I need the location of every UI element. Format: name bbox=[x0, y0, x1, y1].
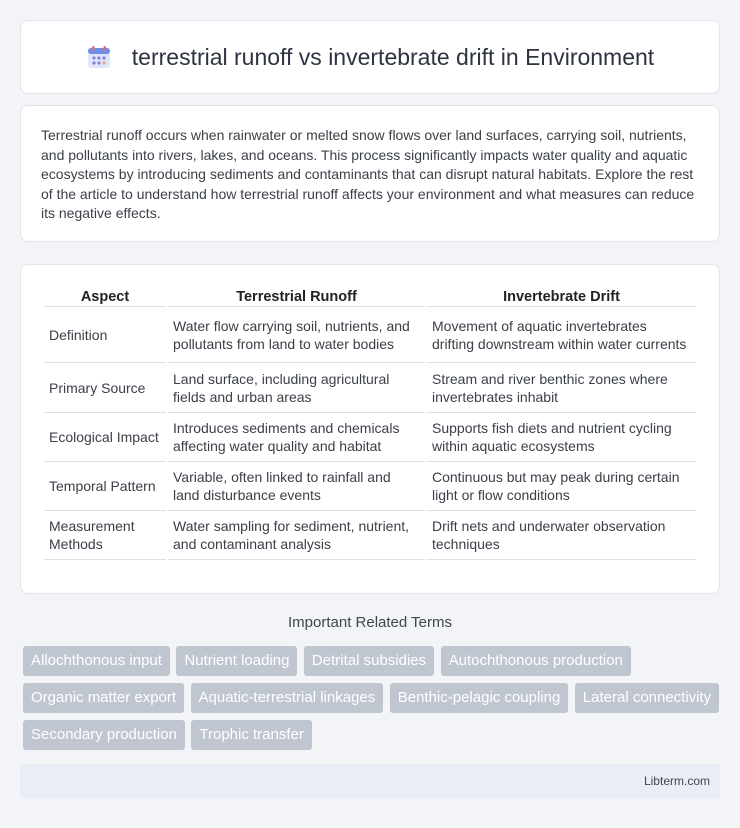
table-cell-drift: Drift nets and underwater observation techniques bbox=[427, 511, 696, 560]
related-term-tag[interactable]: Aquatic-terrestrial linkages bbox=[191, 683, 384, 713]
comparison-card bbox=[20, 264, 720, 594]
title-card bbox=[20, 20, 720, 94]
table-cell-runoff: Water flow carrying soil, nutrients, and pollutants from land to water bodies bbox=[168, 307, 425, 363]
table-cell-aspect: Primary Source bbox=[44, 363, 166, 413]
footer-brand-link[interactable]: Libterm.com bbox=[643, 774, 710, 788]
table-cell-runoff: Land surface, including agricultural fields and urban areas bbox=[168, 363, 425, 413]
table-row bbox=[44, 307, 696, 363]
table-cell-drift: Continuous but may peak during certain light or flow conditions bbox=[427, 462, 696, 511]
column-header-invertebrate-drift: Invertebrate Drift bbox=[427, 286, 696, 307]
footer-bar bbox=[20, 764, 720, 798]
table-row bbox=[44, 413, 696, 462]
table-row bbox=[44, 363, 696, 413]
table-cell-drift: Movement of aquatic invertebrates drifting downstream within water currents bbox=[427, 307, 696, 363]
related-term-tag[interactable]: Autochthonous production bbox=[441, 646, 631, 676]
related-term-tag[interactable]: Detrital subsidies bbox=[304, 646, 434, 676]
column-header-aspect: Aspect bbox=[44, 286, 166, 307]
table-cell-runoff: Introduces sediments and chemicals affecting water quality and habitat bbox=[168, 413, 425, 462]
intro-paragraph: Terrestrial runoff occurs when rainwater or melted snow flows over land surfaces, carrying soil, nutrients, and pollutants into rivers, lakes, and oceans. This process significantly impacts water quality and aquatic ecosystems by introducing sediments and contaminants that can disrupt natural habitats. Explore the rest of the article to understand how terrestrial runoff affects your environment and what measures can reduce its negative effects. bbox=[41, 127, 695, 221]
related-term-tag[interactable]: Organic matter export bbox=[23, 683, 184, 713]
related-term-tag[interactable]: Allochthonous input bbox=[23, 646, 170, 676]
related-term-tag[interactable]: Benthic-pelagic coupling bbox=[390, 683, 569, 713]
table-row bbox=[44, 462, 696, 511]
table-header-row bbox=[44, 286, 696, 307]
table-cell-runoff: Water sampling for sediment, nutrient, and contaminant analysis bbox=[168, 511, 425, 560]
table-cell-drift: Stream and river benthic zones where invertebrates inhabit bbox=[427, 363, 696, 413]
calendar-icon bbox=[86, 44, 112, 70]
related-term-tag[interactable]: Trophic transfer bbox=[191, 720, 311, 750]
table-cell-aspect: Ecological Impact bbox=[44, 413, 166, 462]
intro-card bbox=[20, 105, 720, 242]
related-terms-title: Important Related Terms bbox=[288, 614, 452, 631]
page-title: terrestrial runoff vs invertebrate drift in Environment bbox=[131, 43, 655, 70]
table-cell-drift: Supports fish diets and nutrient cycling within aquatic ecosystems bbox=[427, 413, 696, 462]
related-term-tag[interactable]: Lateral connectivity bbox=[575, 683, 719, 713]
table-cell-runoff: Variable, often linked to rainfall and land disturbance events bbox=[168, 462, 425, 511]
table-cell-aspect: Measurement Methods bbox=[44, 511, 166, 560]
table-cell-aspect: Definition bbox=[44, 307, 166, 363]
table-row bbox=[44, 511, 696, 560]
related-term-tag[interactable]: Nutrient loading bbox=[176, 646, 297, 676]
column-header-terrestrial-runoff: Terrestrial Runoff bbox=[168, 286, 425, 307]
table-cell-aspect: Temporal Pattern bbox=[44, 462, 166, 511]
related-term-tag[interactable]: Secondary production bbox=[23, 720, 185, 750]
related-terms-list bbox=[23, 646, 723, 757]
comparison-table bbox=[42, 286, 698, 560]
